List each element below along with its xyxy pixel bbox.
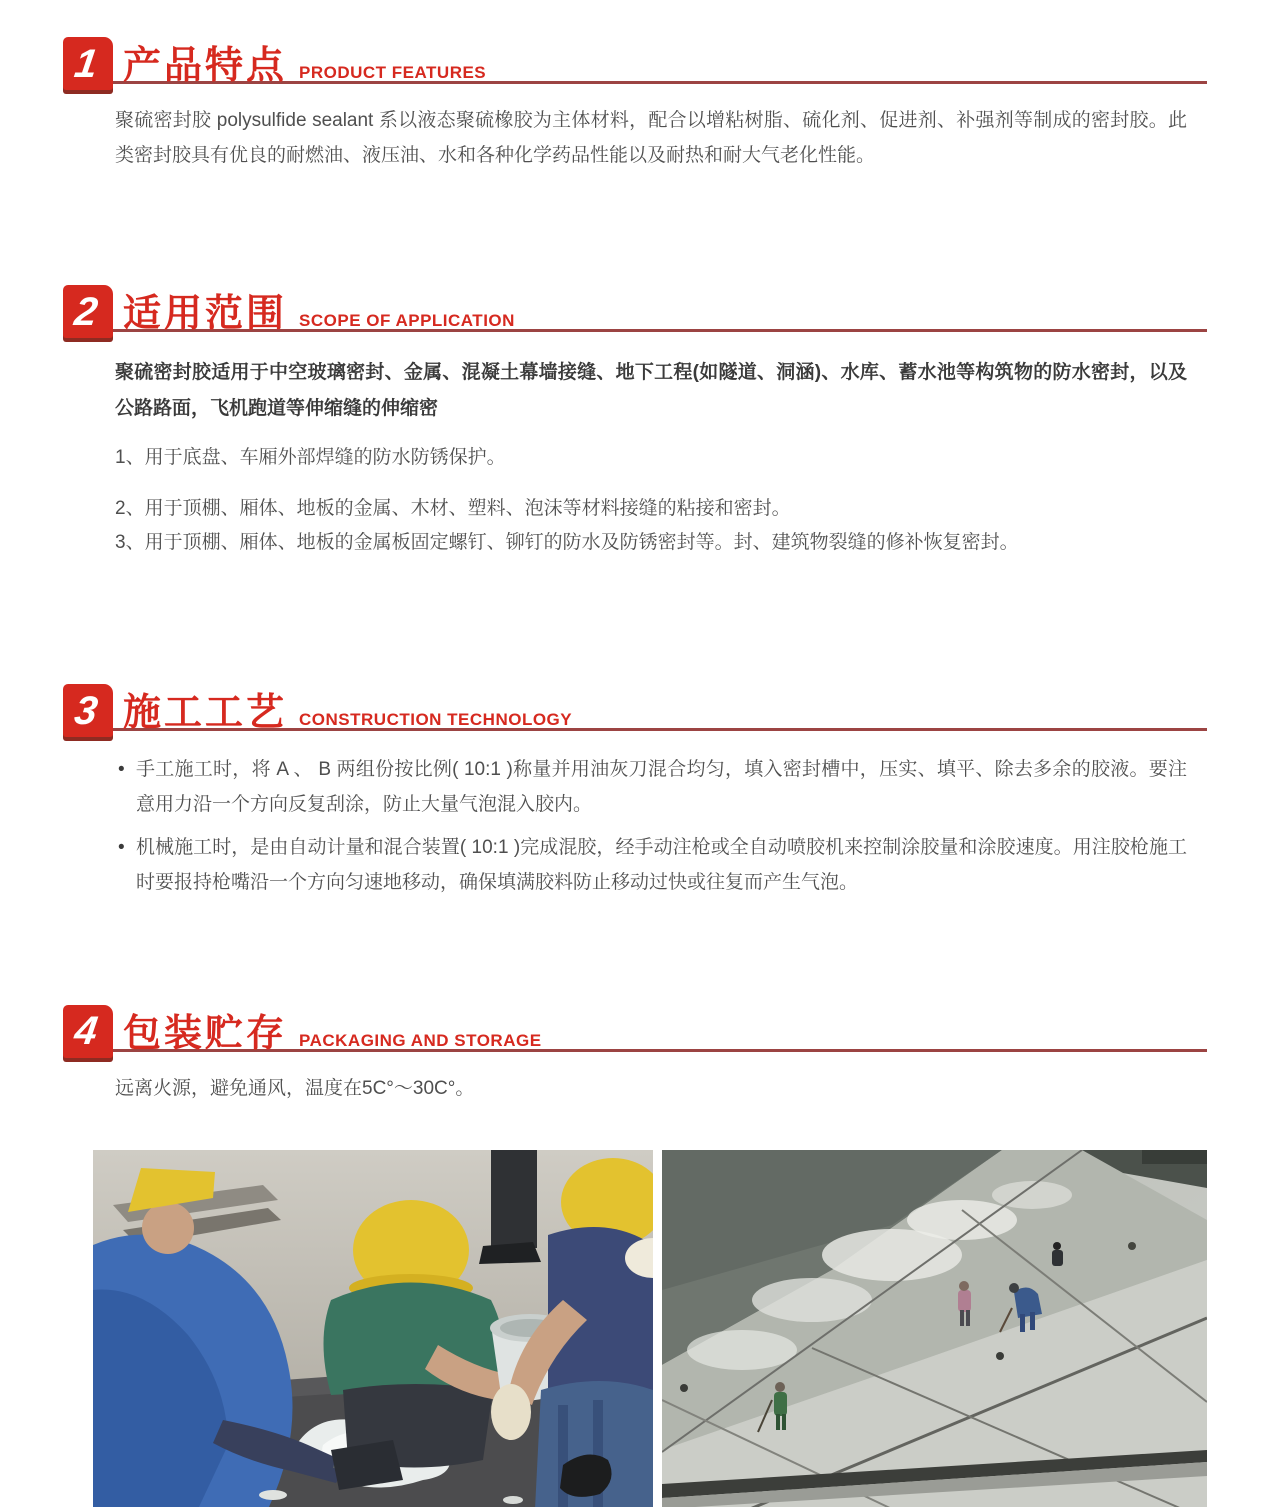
bullet-item [118,830,1187,900]
section-title-en: PACKAGING AND STORAGE [299,1030,542,1050]
bullet-item [118,752,1187,822]
section-number: 1 [71,41,101,86]
section-packaging-and-storage [63,1001,1207,1106]
section-title-zh: 包装贮存 [123,1012,288,1055]
section-header [63,1001,1207,1055]
section-number: 4 [71,1009,101,1054]
list-item: 1、用于底盘、车厢外部焊缝的防水防锈保护。 [115,447,506,469]
section-paragraph: 聚硫密封胶 polysulfide sealant 系以液态聚硫橡胶为主体材料，配合以增粘树脂、硫化剂、促进剂、补强剂等制成的密封胶。此类密封胶具有优良的耐燃油、液压油、水和各种化学药品性能以及耐热和耐大气老化性能。 [115,110,1187,167]
section-number-badge [63,1005,113,1058]
section-number: 2 [71,289,101,334]
section-header [63,33,1207,87]
section-title-en: PRODUCT FEATURES [299,63,487,82]
scope-numbered-list [115,441,1187,560]
scope-lead-paragraph: 聚硫密封胶适用于中空玻璃密封、金属、混凝土幕墙接缝、地下工程(如隧道、洞涵)、水库、蓄水池等构筑物的防水密封，以及公路路面，飞机跑道等伸缩缝的伸缩密 [115,362,1187,420]
list-item: 3、用于顶棚、厢体、地板的金属板固定螺钉、铆钉的防水及防锈密封等。封、建筑物裂缝的修补恢复密封。 [115,531,1019,553]
section-title-zh: 施工工艺 [123,692,288,735]
workers-applying-sealant-photo [93,1150,653,1507]
section-number-badge [63,285,113,338]
section-product-features [63,33,1207,173]
bullet-text: 机械施工时，是由自动计量和混合装置( 10:1 )完成混胶，经手动注枪或全自动喷胶机来控制涂胶量和涂胶速度。用注胶枪施工时要报持枪嘴沿一个方向匀速地移动，确保填满胶料防止移动过快或往复而产生气泡。 [136,837,1187,894]
section-title-zh: 产品特点 [123,45,288,87]
section-title-en: SCOPE OF APPLICATION [299,311,515,331]
section-scope-of-application [63,281,1207,560]
section-number-badge [63,37,113,90]
section-header [63,680,1207,734]
bullet-text: 手工施工时，将 A 、 B 两组份按比例( 10:1 )称量并用油灰刀混合均匀，填入密封槽中，压实、填平、除去多余的胶液。要注意用力沿一个方向反复刮涂，防止大量气泡混入胶内。 [136,759,1187,816]
section-title-en: CONSTRUCTION TECHNOLOGY [299,710,573,730]
list-item: 2、用于顶棚、厢体、地板的金属、木材、塑料、泡沫等材料接缝的粘接和密封。 [115,497,791,519]
section-construction-technology [63,680,1207,901]
bullet-dot: • [118,837,125,859]
concrete-slope-workers-photo [662,1150,1207,1507]
section-header [63,281,1207,335]
section-title-zh: 适用范围 [123,293,288,336]
photo-strip [93,1150,1207,1507]
section-number-badge [63,684,113,737]
section-paragraph: 远离火源，避免通风，温度在5C°～30C°。 [115,1077,475,1099]
bullet-dot: • [118,759,125,781]
section-number: 3 [71,688,101,733]
construction-bullet-list [118,752,1187,901]
